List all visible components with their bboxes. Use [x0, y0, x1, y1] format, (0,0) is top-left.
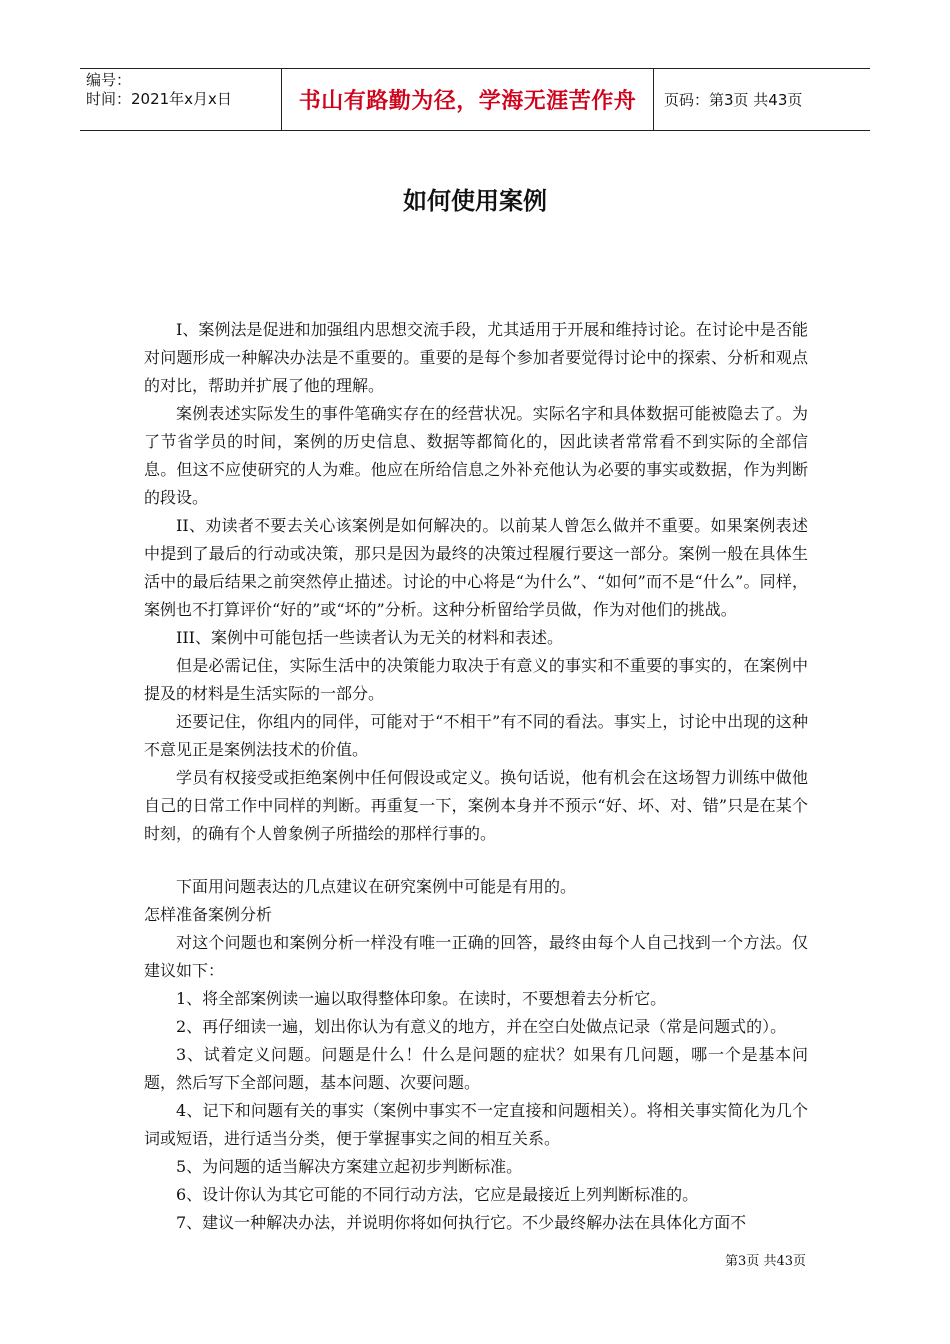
paragraph: III、案例中可能包括一些读者认为无关的材料和表述。	[176, 628, 563, 647]
paragraph: 但是必需记住，实际生活中的决策能力取决于有意义的事实和不重要的事实的，在案例中提及的材料是生活实际的一部分。	[144, 656, 808, 703]
step-item: 5、为问题的适当解决方案建立起初步判断标准。	[176, 1157, 523, 1176]
paragraph: 学员有权接受或拒绝案例中任何假设或定义。换句话说，他有机会在这场智力训练中做他自己的日常工作中同样的判断。再重复一下，案例本身并不预示“好、坏、对、错”只是在某个时刻，的确有个人曾象例子所描绘的那样行事的。	[144, 768, 808, 843]
paragraph: 还要记住，你组内的同伴，可能对于“不相干”有不同的看法。事实上，讨论中出现的这种不意见正是案例法技术的价值。	[144, 712, 808, 759]
step-item: 4、记下和问题有关的事实（案例中事实不一定直接和问题相关）。将相关事实简化为几个词或短语，进行适当分类，便于掌握事实之间的相互关系。	[144, 1101, 808, 1148]
header-meta	[80, 69, 282, 130]
step-item: 7、建议一种解决办法，并说明你将如何执行它。不少最终解办法在具体化方面不	[176, 1213, 747, 1232]
document-title: 如何使用案例	[403, 187, 547, 215]
paragraph: 案例表述实际发生的事件笔确实存在的经营状况。实际名字和具体数据可能被隐去了。为了节省学员的时间，案例的历史信息、数据等都简化的，因此读者常常看不到实际的全部信息。但这不应使研究的人为难。他应在所给信息之外补充他认为必要的事实或数据，作为判断的段设。	[144, 404, 808, 507]
paragraph: I、案例法是促进和加强组内思想交流手段，尤其适用于开展和维持讨论。在讨论中是否能对问题形成一种解决办法是不重要的。重要的是每个参加者要觉得讨论中的探索、分析和观点的对比，帮助并扩展了他的理解。	[144, 320, 808, 395]
page-header	[80, 68, 870, 131]
page-footer: 第3页 共43页	[725, 1254, 806, 1269]
document-date: 时间：2021年x月x日	[86, 90, 232, 108]
section-intro: 对这个问题也和案例分析一样没有唯一正确的回答，最终由每个人自己找到一个方法。仅建议如下：	[144, 933, 808, 980]
step-item: 3、试着定义问题。问题是什么！什么是问题的症状？如果有几问题，哪一个是基本问题，然后写下全部问题，基本问题、次要问题。	[144, 1045, 808, 1092]
header-page-code: 页码：第3页 共43页	[664, 91, 803, 109]
paragraph-gap	[144, 848, 808, 873]
step-item: 1、将全部案例读一遍以取得整体印象。在读时，不要想着去分析它。	[176, 989, 667, 1008]
section-heading: 怎样准备案例分析	[144, 905, 273, 924]
document-number-label: 编号：	[86, 71, 132, 89]
intro-line: 下面用问题表达的几点建议在研究案例中可能是有用的。	[176, 877, 577, 896]
document-body	[144, 316, 808, 1237]
step-item: 2、再仔细读一遍，划出你认为有意义的地方，并在空白处做点记录（常是问题式的）。	[176, 1017, 787, 1036]
step-item: 6、设计你认为其它可能的不同行动方法，它应是最接近上列判断标准的。	[176, 1185, 699, 1204]
paragraph: II、劝读者不要去关心该案例是如何解决的。以前某人曾怎么做并不重要。如果案例表述中提到了最后的行动或决策，那只是因为最终的决策过程履行要这一部分。案例一般在具体生活中的最后结果之前突然停止描述。讨论的中心将是“为什么”、“如何”而不是“什么”。同样，案例也不打算评价“好的”或“坏的”分析。这种分析留给学员做，作为对他们的挑战。	[144, 516, 808, 619]
header-motto: 书山有路勤为径，学海无涯苦作舟	[282, 69, 654, 130]
